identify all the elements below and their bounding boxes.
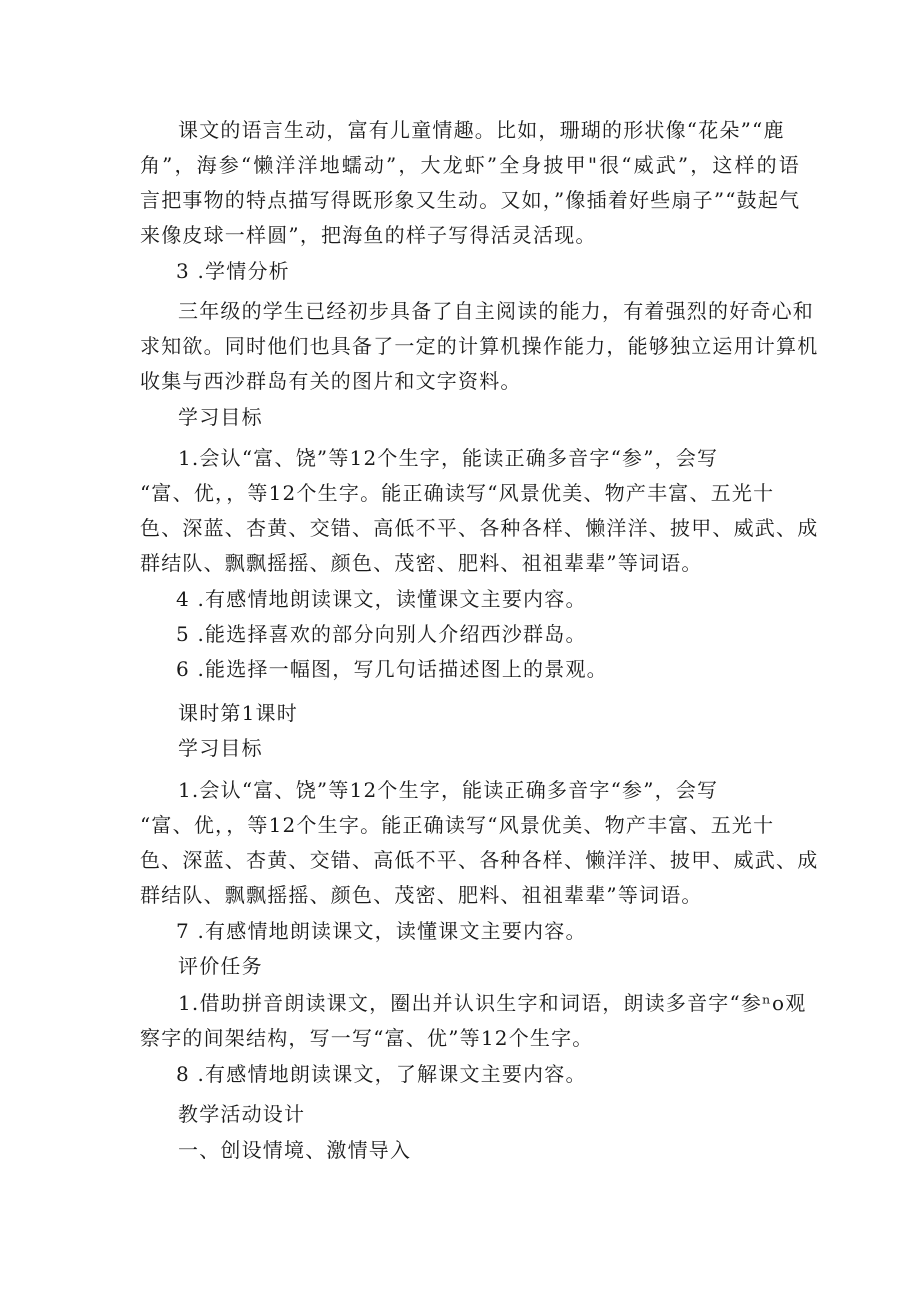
section-heading: 3 .学情分析 xyxy=(176,259,290,283)
list-item: 7 .有感情地朗读课文，读懂课文主要内容。 xyxy=(176,919,587,943)
section-heading: 评价任务 xyxy=(178,954,263,978)
paragraph-line: 来像皮球一样圆”，把海鱼的样子写得活灵活现。 xyxy=(140,223,597,247)
paragraph-line: 角”，海参“懒洋洋地蠕动”，大龙虾”全身披甲"很“威武”，这样的语 xyxy=(140,153,800,177)
paragraph-line: 群结队、飘飘摇摇、颜色、茂密、肥料、祖祖辈辈”等词语。 xyxy=(140,551,703,575)
section-heading: 学习目标 xyxy=(178,736,263,760)
paragraph-line: 群结队、飘飘摇摇、颜色、茂密、肥料、祖祖辈辈”等词语。 xyxy=(140,883,703,907)
paragraph-line: 收集与西沙群岛有关的图片和文字资料。 xyxy=(140,369,522,393)
paragraph-line: 三年级的学生已经初步具备了自主阅读的能力，有着强烈的好奇心和 xyxy=(178,299,814,323)
section-heading: 一、创设情境、激情导入 xyxy=(178,1138,412,1162)
paragraph-line: “富、优，，等12个生字。能正确读写“风景优美、物产丰富、五光十 xyxy=(140,481,775,505)
list-item: 1.会认“富、饶”等12个生字，能读正确多音字“参”，会写 xyxy=(178,446,719,470)
list-item: 6 .能选择一幅图，写几句话描述图上的景观。 xyxy=(176,657,608,681)
paragraph-line: 课文的语言生动，富有儿童情趣。比如，珊瑚的形状像“花朵”“鹿 xyxy=(178,118,785,142)
list-item: 4 .有感情地朗读课文，读懂课文主要内容。 xyxy=(176,587,587,611)
paragraph-line: 色、深蓝、杏黄、交错、高低不平、各种各样、懒洋洋、披甲、威武、成 xyxy=(140,516,819,540)
section-heading: 课时第1课时 xyxy=(178,701,298,725)
paragraph-line: 色、深蓝、杏黄、交错、高低不平、各种各样、懒洋洋、披甲、威武、成 xyxy=(140,848,819,872)
list-item: 1.会认“富、饶”等12个生字，能读正确多音字“参”，会写 xyxy=(178,778,719,802)
paragraph-line: “富、优，，等12个生字。能正确读写“风景优美、物产丰富、五光十 xyxy=(140,813,775,837)
paragraph-line: 言把事物的特点描写得既形象又生动。又如，”像插着好些扇子”“鼓起气 xyxy=(140,188,801,212)
paragraph-line: 求知欲。同时他们也具备了一定的计算机操作能力，能够独立运用计算机 xyxy=(140,334,819,358)
paragraph-line: 察字的间架结构，写一写“富、优”等12个生字。 xyxy=(140,1026,594,1050)
list-item: 1.借助拼音朗读课文，圈出并认识生字和词语，朗读多音字“参ⁿo观 xyxy=(178,991,807,1015)
list-item: 8 .有感情地朗读课文，了解课文主要内容。 xyxy=(176,1062,587,1086)
list-item: 5 .能选择喜欢的部分向别人介绍西沙群岛。 xyxy=(176,622,587,646)
section-heading: 学习目标 xyxy=(178,405,263,429)
section-heading: 教学活动设计 xyxy=(178,1102,306,1126)
